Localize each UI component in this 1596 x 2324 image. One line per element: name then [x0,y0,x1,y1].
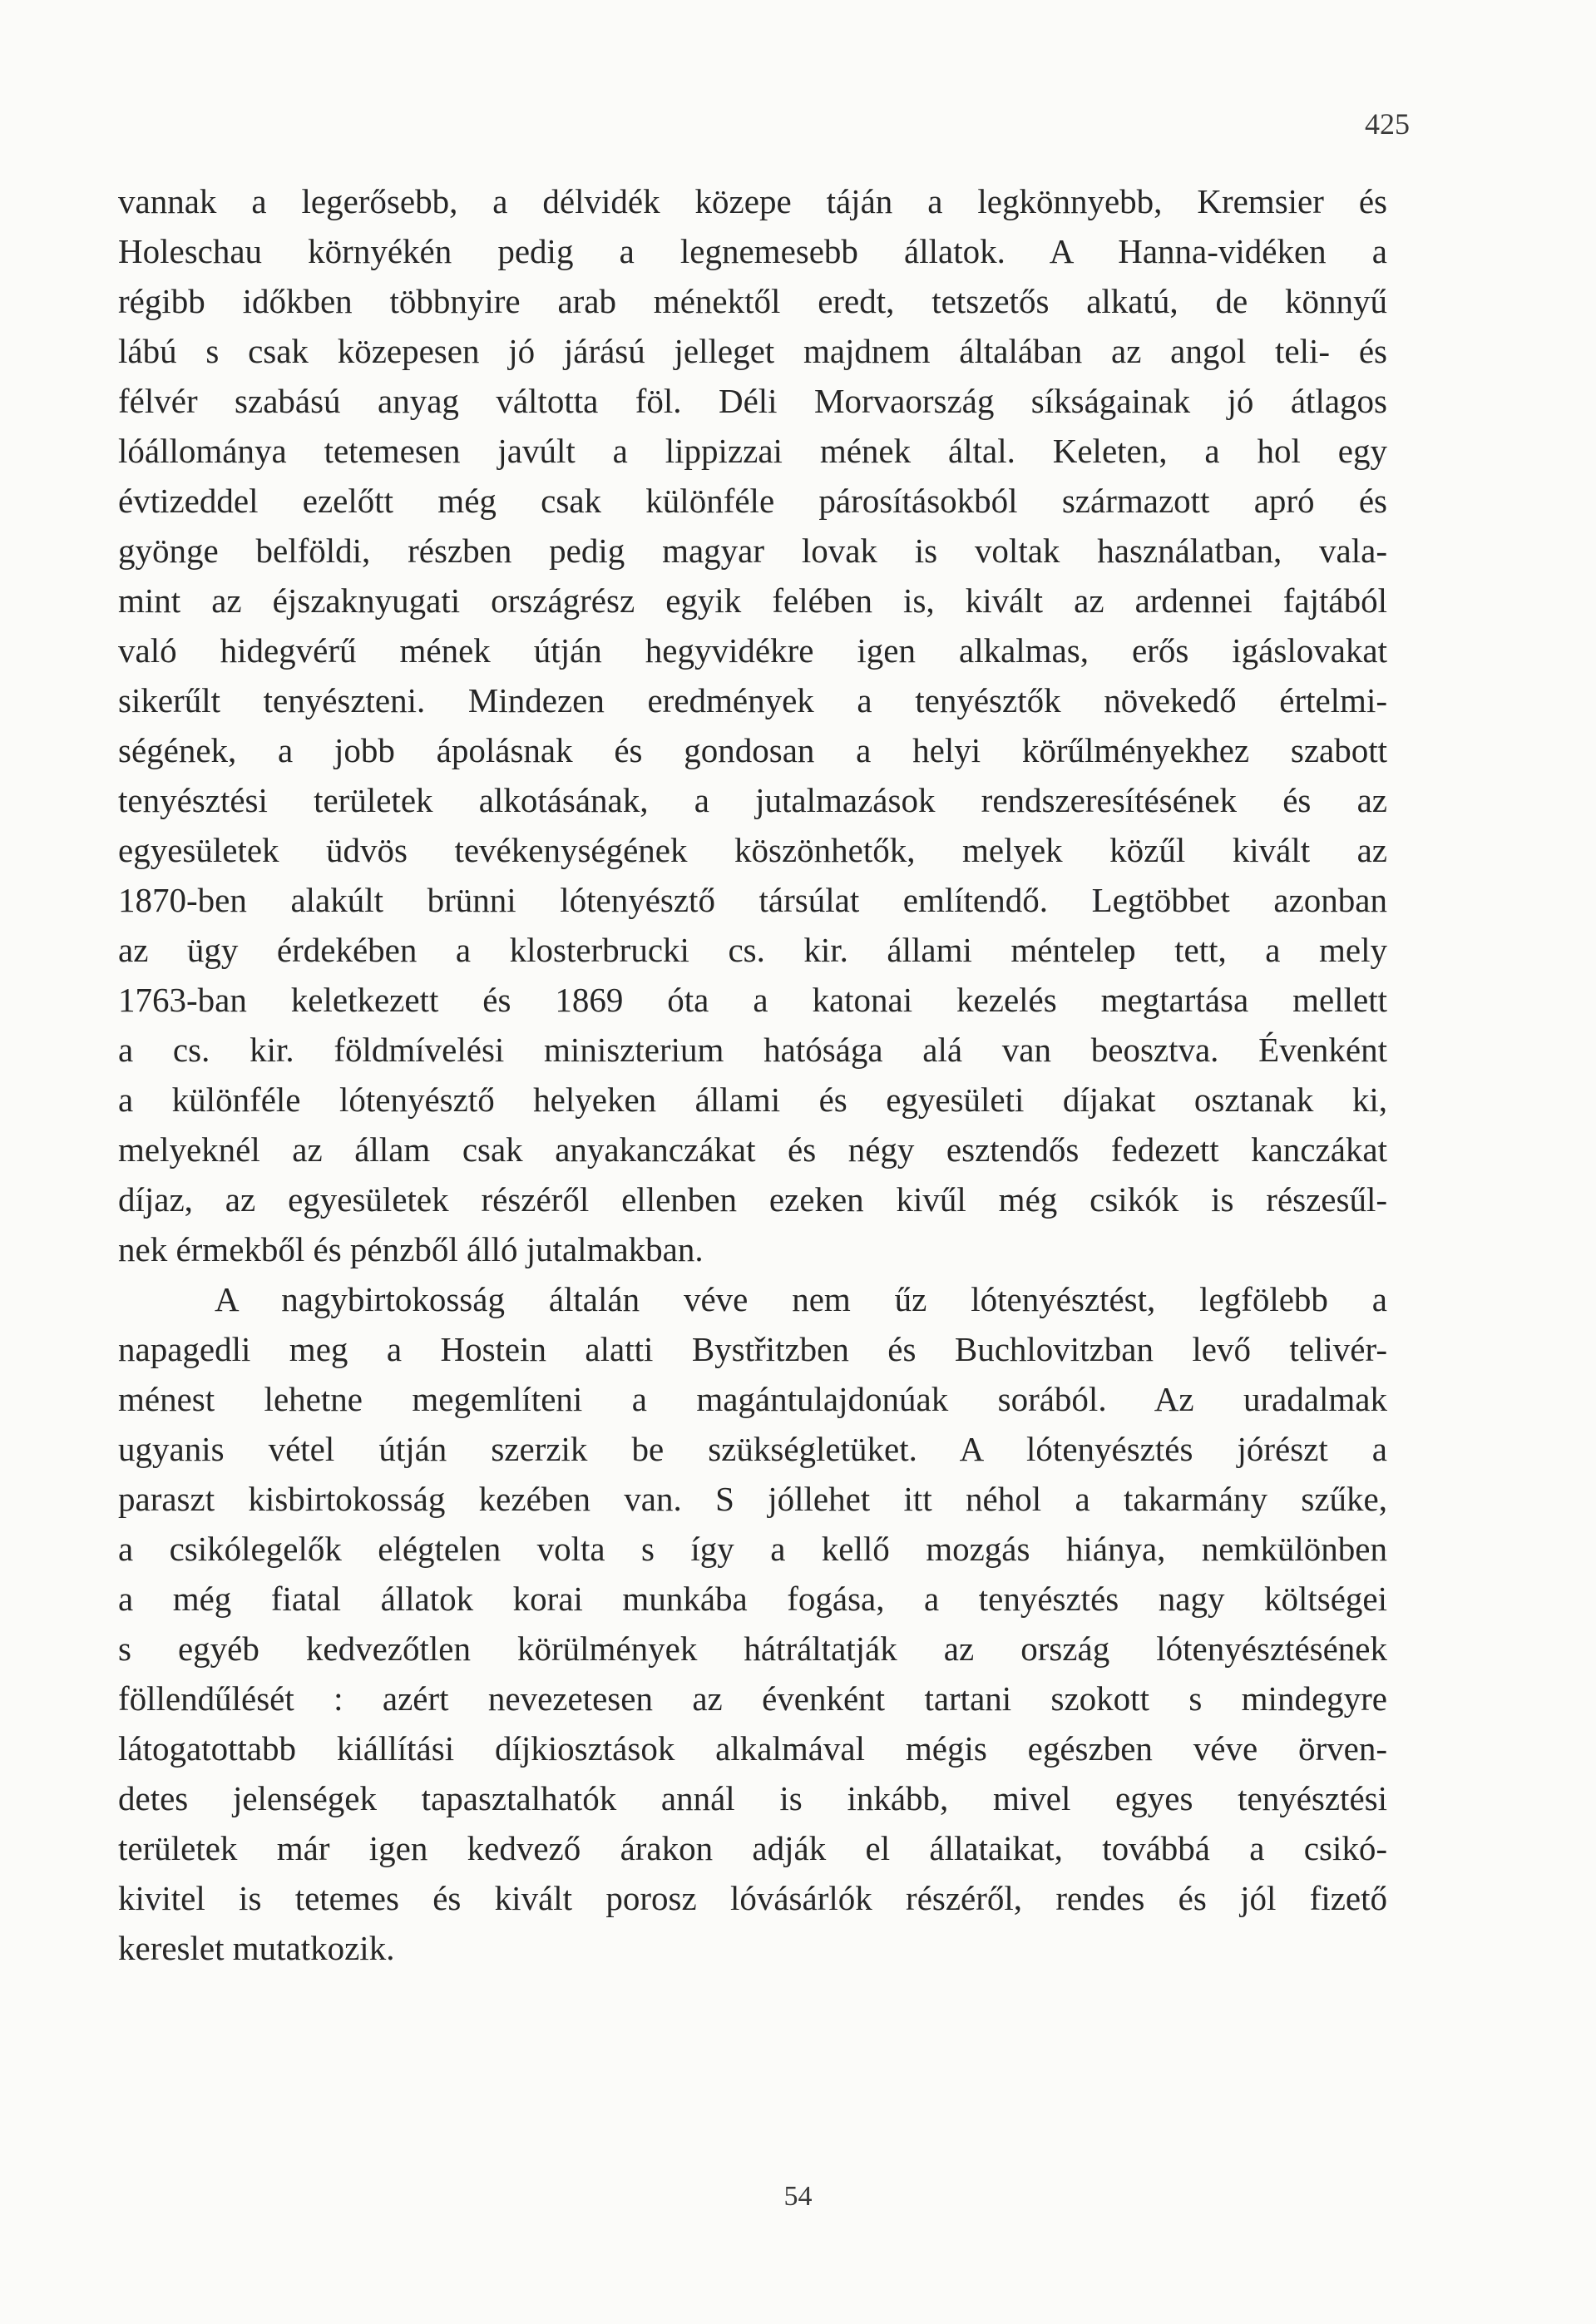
text-line: napagedli meg a Hostein alatti Bystřitzben és Buchlovitzban levő telivér- [118,1330,1387,1368]
text-line: a különféle lótenyésztő helyeken állami és egyesületi díjakat osztanak ki, [118,1080,1387,1119]
text-line: a cs. kir. földmívelési miniszterium hatósága alá van beosztva. Évenként [118,1031,1387,1069]
text-line: föllendűlését : azért nevezetesen az évenként tartani szokott s mindegyre [118,1679,1387,1718]
paragraph-end-line: kereslet mutatkozik. [118,1929,395,1967]
text-line: 1763-ban keletkezett és 1869 óta a katonai kezelés megtartása mellett [118,981,1387,1019]
text-line: tenyésztési területek alkotásának, a jutalmazások rendszeresítésének és az [118,781,1387,819]
text-line: félvér szabású anyag váltotta föl. Déli Morvaország síkságainak jó átlagos [118,382,1387,420]
text-line: vannak a legerősebb, a délvidék közepe táján a legkönnyebb, Kremsier és [118,182,1387,220]
printer-signature-mark: 54 [783,2181,813,2212]
text-line: díjaz, az egyesületek részéről ellenben ezeken kivűl még csikók is részesűl- [118,1180,1387,1219]
text-line: a még fiatal állatok korai munkába fogása, a tenyésztés nagy költségei [118,1580,1387,1618]
paragraph-end-line: nek érmekből és pénzből álló jutalmakban. [118,1230,704,1268]
text-line: mint az éjszaknyugati országrész egyik felében is, kivált az ardennei fajtából [118,581,1387,620]
text-line: melyeknél az állam csak anyakanczákat és négy esztendős fedezett kanczákat [118,1130,1387,1169]
text-line: ménest lehetne megemlíteni a magántulajdonúak sorából. Az uradalmak [118,1380,1387,1418]
text-line: a csikólegelők elégtelen volta s így a kellő mozgás hiánya, nemkülönben [118,1530,1387,1568]
text-line: detes jelenségek tapasztalhatók annál is inkább, mivel egyes tenyésztési [118,1779,1387,1817]
text-line: Holeschau környékén pedig a legnemesebb állatok. A Hanna-vidéken a [118,232,1387,270]
text-line: paraszt kisbirtokosság kezében van. S jóllehet itt néhol a takarmány szűke, [118,1480,1387,1518]
paragraph-start-line: A nagybirtokosság általán véve nem űz lótenyésztést, legfölebb a [215,1280,1387,1318]
text-line: területek már igen kedvező árakon adják el állataikat, továbbá a csikó- [118,1829,1387,1867]
text-line: lóállománya tetemesen javúlt a lippizzai mének által. Keleten, a hol egy [118,432,1387,470]
text-line: az ügy érdekében a klosterbrucki cs. kir. állami méntelep tett, a mely [118,931,1387,969]
text-line: régibb időkben többnyire arab ménektől eredt, tetszetős alkatú, de könnyű [118,282,1387,320]
text-line: évtizeddel ezelőtt még csak különféle párosításokból származott apró és [118,482,1387,520]
text-line: lábú s csak közepesen jó járású jelleget majdnem általában az angol teli- és [118,332,1387,370]
page-number: 425 [1365,107,1410,141]
text-line: gyönge belföldi, részben pedig magyar lovak is voltak használatban, vala- [118,532,1387,570]
text-line: való hidegvérű mének útján hegyvidékre igen alkalmas, erős igáslovakat [118,631,1387,670]
text-line: sikerűlt tenyészteni. Mindezen eredmények a tenyésztők növekedő értelmi- [118,681,1387,719]
text-line: 1870-ben alakúlt brünni lótenyésztő társúlat említendő. Legtöbbet azonban [118,881,1387,919]
text-line: egyesületek üdvös tevékenységének köszönhetők, melyek közűl kivált az [118,831,1387,869]
text-line: ugyanis vétel útján szerzik be szükségletüket. A lótenyésztés jórészt a [118,1430,1387,1468]
text-line: látogatottabb kiállítási díjkiosztások alkalmával mégis egészben véve örven- [118,1729,1387,1768]
text-line: kivitel is tetemes és kivált porosz lóvásárlók részéről, rendes és jól fizető [118,1879,1387,1917]
text-line: s egyéb kedvezőtlen körülmények hátráltatják az ország lótenyésztésének [118,1629,1387,1668]
text-line: ségének, a jobb ápolásnak és gondosan a helyi körűlményekhez szabott [118,731,1387,769]
body-text [118,176,1387,1973]
